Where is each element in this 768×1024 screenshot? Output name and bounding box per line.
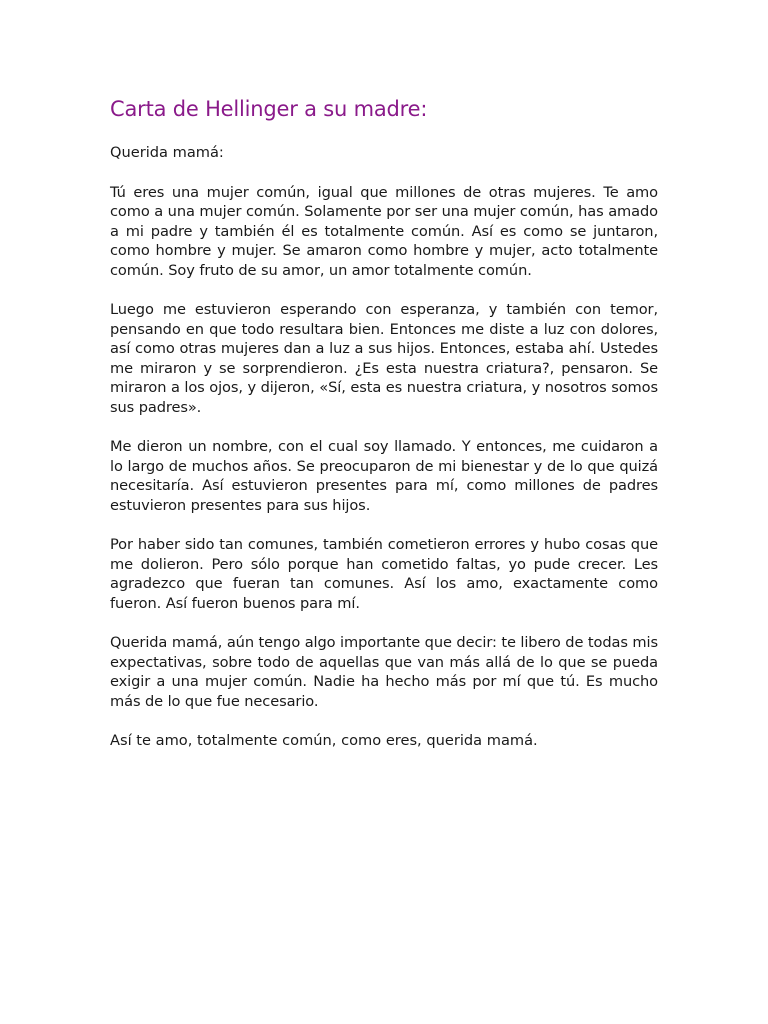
paragraph-1: Tú eres una mujer común, igual que millones de otras mujeres. Te amo como a una mujer común. Solamente por ser una mujer común, has amado a mi padre y también él es totalmente común. Así es como se juntaron, como hombre y mujer. Se amaron como hombre y mujer, acto totalmente común. Soy fruto de su amor, un amor totalmente común. (110, 183, 658, 279)
letter-body (110, 95, 658, 751)
closing-line: Así te amo, totalmente común, como eres, querida mamá. (110, 732, 538, 749)
paragraph-2: Luego me estuvieron esperando con esperanza, y también con temor, pensando en que todo resultara bien. Entonces me diste a luz con dolores, así como otras mujeres dan a luz a sus hijos. Entonces, estaba ahí. Ustedes me miraron y se sorprendieron. ¿Es esta nuestra criatura?, pensaron. Se miraron a los ojos, y dijeron, «Sí, esta es nuestra criatura, y nosotros somos sus padres». (110, 301, 658, 416)
paragraph-5: Querida mamá, aún tengo algo importante que decir: te libero de todas mis expectativas, sobre todo de aquellas que van más allá de lo que se pueda exigir a una mujer común. Nadie ha hecho más por mí que tú. Es mucho más de lo que fue necesario. (110, 634, 658, 710)
document-title: Carta de Hellinger a su madre: (110, 97, 428, 121)
salutation: Querida mamá: (110, 144, 224, 161)
paragraph-4: Por haber sido tan comunes, también cometieron errores y hubo cosas que me dolieron. Pero sólo porque han cometido faltas, yo pude crecer. Les agradezco que fueran tan comunes. Así los amo, exactamente como fueron. Así fueron buenos para mí. (110, 536, 658, 612)
paragraph-3: Me dieron un nombre, con el cual soy llamado. Y entonces, me cuidaron a lo largo de muchos años. Se preocuparon de mi bienestar y de lo que quizá necesitaría. Así estuvieron presentes para mí, como millones de padres estuvieron presentes para sus hijos. (110, 438, 658, 514)
